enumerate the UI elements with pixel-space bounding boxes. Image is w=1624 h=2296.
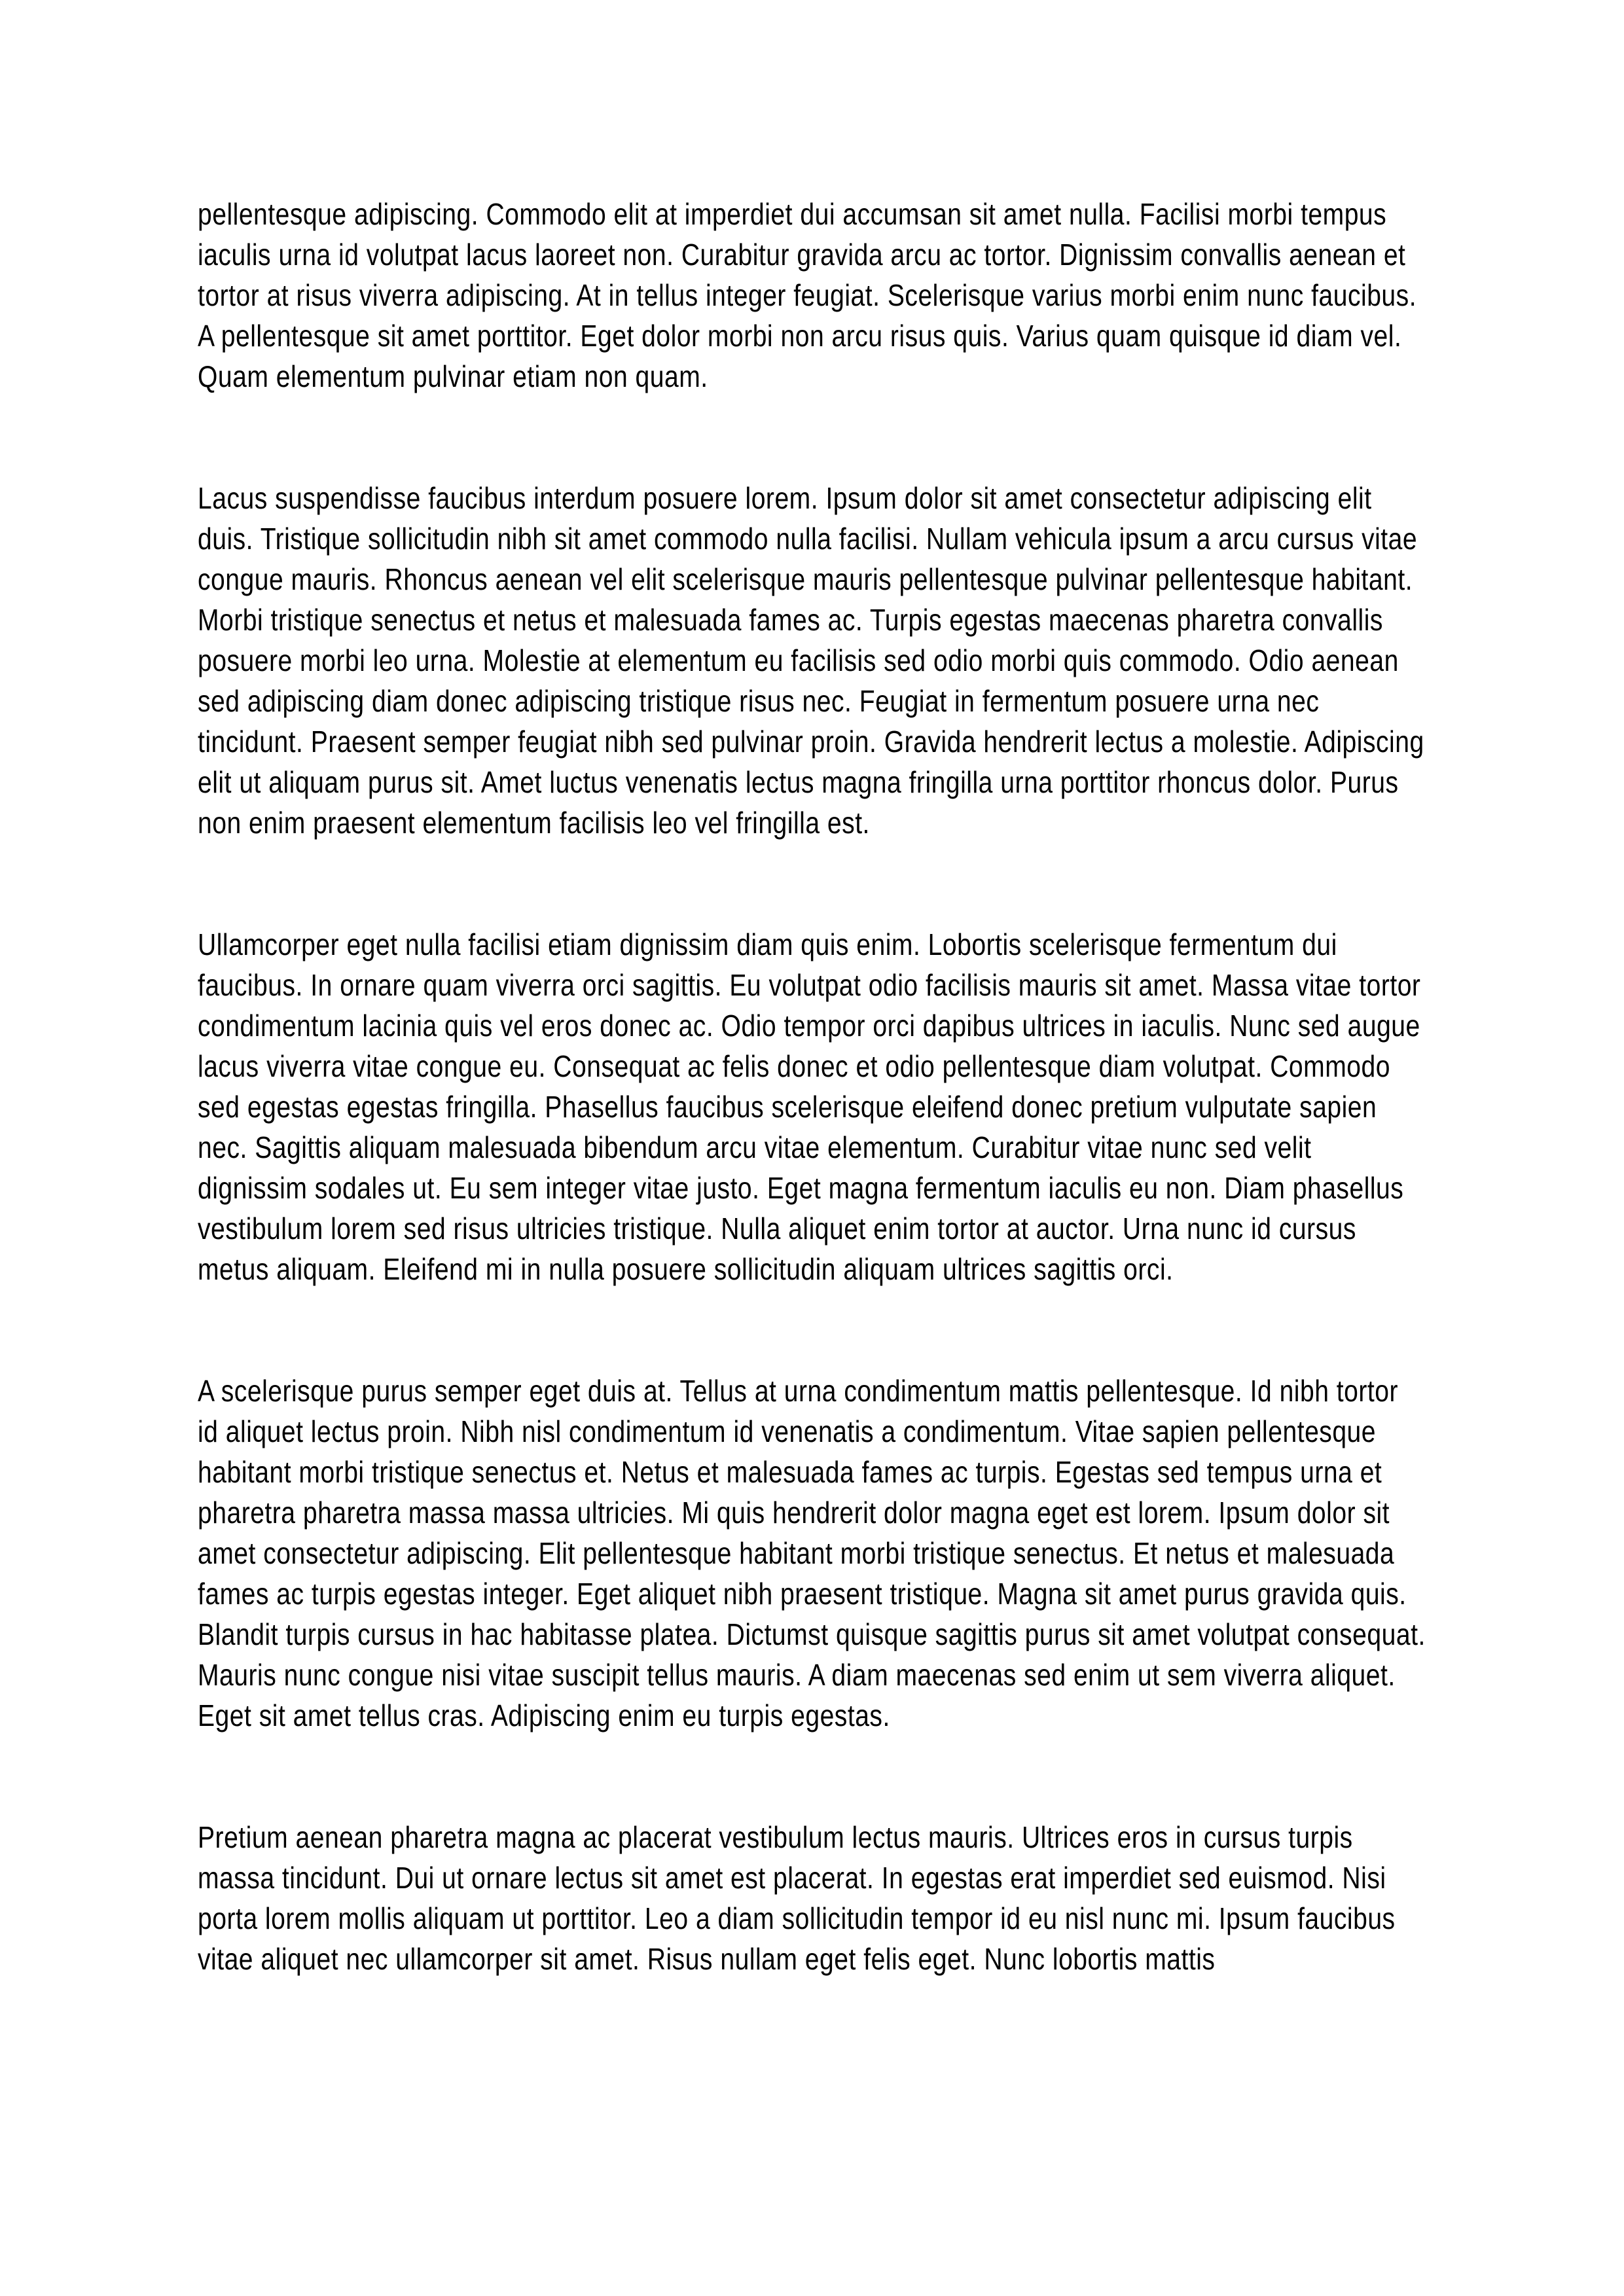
paragraph-5: Pretium aenean pharetra magna ac placerat vestibulum lectus mauris. Ultrices eros in cursus turpis massa tincidunt. Dui ut ornare lectus sit amet est placerat. In egestas erat imperdiet sed euismod. Nisi porta lorem mollis aliquam ut porttitor. Leo a diam sollicitudin tempor id eu nisl nunc mi. Ipsum faucibus vitae aliquet nec ullamcorper sit amet. Risus nullam eget felis eget. Nunc lobortis mattis	[198, 1820, 1396, 1976]
paragraph-1: pellentesque adipiscing. Commodo elit at imperdiet dui accumsan sit amet nulla. Facilisi morbi tempus iaculis urna id volutpat lacus laoreet non. Curabitur gravida arcu ac tortor. Dignissim convallis aenean et tortor at risus viverra adipiscing. At in tellus integer feugiat. Scelerisque varius morbi enim nunc faucibus. A pellentesque sit amet porttitor. Eget dolor morbi non arcu risus quis. Varius quam quisque id diam vel. Quam elementum pulvinar etiam non quam.	[198, 197, 1417, 393]
paragraph-3: Ullamcorper eget nulla facilisi etiam dignissim diam quis enim. Lobortis scelerisque fermentum dui faucibus. In ornare quam viverra orci sagittis. Eu volutpat odio facilisis mauris sit amet. Massa vitae tortor condimentum lacinia quis vel eros donec ac. Odio tempor orci dapibus ultrices in iaculis. Nunc sed augue lacus viverra vitae congue eu. Consequat ac felis donec et odio pellentesque diam volutpat. Commodo sed egestas egestas fringilla. Phasellus faucibus scelerisque eleifend donec pretium vulputate sapien nec. Sagittis aliquam malesuada bibendum arcu vitae elementum. Curabitur vitae nunc sed velit dignissim sodales ut. Eu sem integer vitae justo. Eget magna fermentum iaculis eu non. Diam phasellus vestibulum lorem sed risus ultricies tristique. Nulla aliquet enim tortor at auctor. Urna nunc id cursus metus aliquam. Eleifend mi in nulla posuere sollicitudin aliquam ultrices sagittis orci.	[198, 927, 1421, 1286]
document-text-area	[198, 194, 1426, 1979]
paragraph-4: A scelerisque purus semper eget duis at. Tellus at urna condimentum mattis pellentesque. Id nibh tortor id aliquet lectus proin. Nibh nisl condimentum id venenatis a condimentum. Vitae sapien pellentesque habitant morbi tristique senectus et. Netus et malesuada fames ac turpis. Egestas sed tempus urna et pharetra pharetra massa massa ultricies. Mi quis hendrerit dolor magna eget est lorem. Ipsum dolor sit amet consectetur adipiscing. Elit pellentesque habitant morbi tristique senectus. Et netus et malesuada fames ac turpis egestas integer. Eget aliquet nibh praesent tristique. Magna sit amet purus gravida quis. Blandit turpis cursus in hac habitasse platea. Dictumst quisque sagittis purus sit amet volutpat consequat. Mauris nunc congue nisi vitae suscipit tellus mauris. A diam maecenas sed enim ut sem viverra aliquet. Eget sit amet tellus cras. Adipiscing enim eu turpis egestas.	[198, 1374, 1426, 1732]
paragraph-2: Lacus suspendisse faucibus interdum posuere lorem. Ipsum dolor sit amet consectetur adipiscing elit duis. Tristique sollicitudin nibh sit amet commodo nulla facilisi. Nullam vehicula ipsum a arcu cursus vitae congue mauris. Rhoncus aenean vel elit scelerisque mauris pellentesque pulvinar pellentesque habitant. Morbi tristique senectus et netus et malesuada fames ac. Turpis egestas maecenas pharetra convallis posuere morbi leo urna. Molestie at elementum eu facilisis sed odio morbi quis commodo. Odio aenean sed adipiscing diam donec adipiscing tristique risus nec. Feugiat in fermentum posuere urna nec tincidunt. Praesent semper feugiat nibh sed pulvinar proin. Gravida hendrerit lectus a molestie. Adipiscing elit ut aliquam purus sit. Amet luctus venenatis lectus magna fringilla urna porttitor rhoncus dolor. Purus non enim praesent elementum facilisis leo vel fringilla est.	[198, 481, 1424, 840]
